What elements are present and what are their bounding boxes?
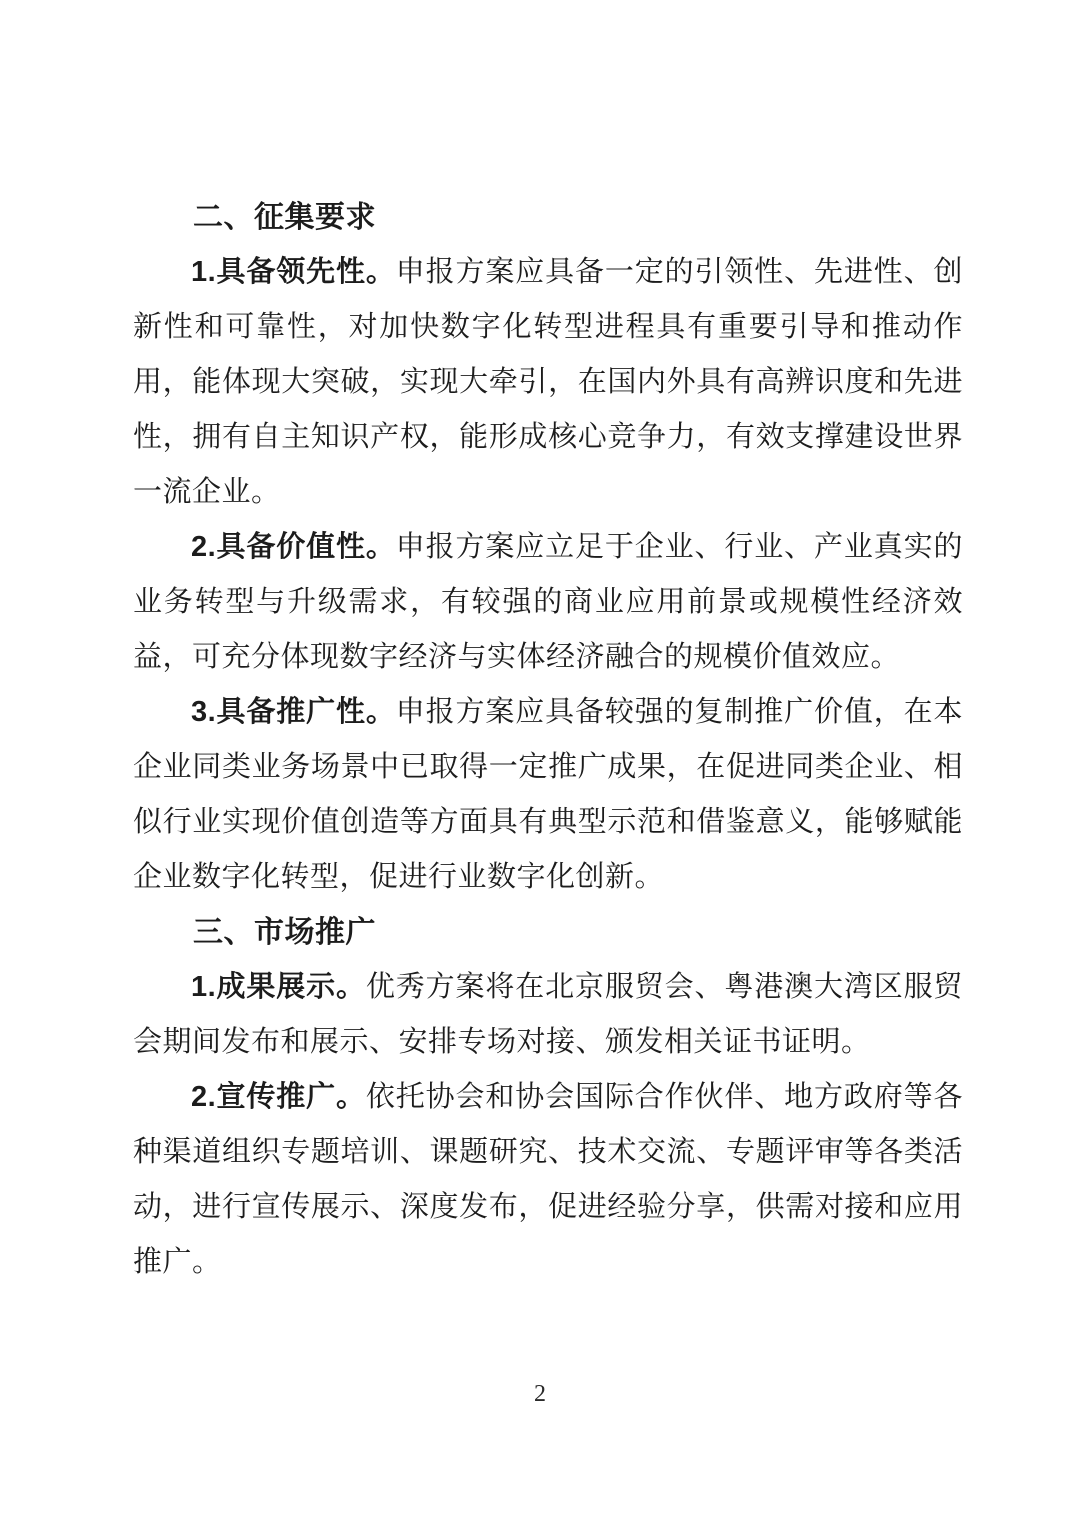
paragraph-lead: 2.具备价值性。: [191, 531, 396, 563]
paragraph-results-display: [133, 960, 963, 1070]
paragraph-value-quality: [133, 520, 963, 685]
paragraph-text: 依托协会和协会国际合作伙伴、地方政府等各种渠道组织专题培训、课题研究、技术交流、专题评审等各类活动，进行宣传展示、深度发布，促进经验分享，供需对接和应用推广。: [133, 1081, 963, 1278]
paragraph-leading-quality: [133, 245, 963, 520]
document-body: [133, 190, 963, 1290]
paragraph-text: 申报方案应立足于企业、行业、产业真实的业务转型与升级需求，有较强的商业应用前景或规模性经济效益，可充分体现数字经济与实体经济融合的规模价值效应。: [133, 531, 963, 673]
paragraph-text: 申报方案应具备一定的引领性、先进性、创新性和可靠性，对加快数字化转型进程具有重要引导和推动作用，能体现大突破，实现大牵引，在国内外具有高辨识度和先进性，拥有自主知识产权，能形成核心竞争力，有效支撑建设世界一流企业。: [133, 256, 963, 508]
paragraph-lead: 1.成果展示。: [191, 971, 366, 1003]
page-number: 2: [534, 1381, 546, 1407]
section-heading-collection-requirements: 二、征集要求: [193, 201, 376, 234]
paragraph-promotion-quality: [133, 685, 963, 905]
paragraph-text: 优秀方案将在北京服贸会、粤港澳大湾区服贸会期间发布和展示、安排专场对接、颁发相关证书证明。: [133, 971, 963, 1058]
paragraph-text: 申报方案应具备较强的复制推广价值，在本企业同类业务场景中已取得一定推广成果，在促进同类企业、相似行业实现价值创造等方面具有典型示范和借鉴意义，能够赋能企业数字化转型，促进行业数字化创新。: [133, 696, 963, 893]
paragraph-publicity-promotion: [133, 1070, 963, 1290]
section-heading-market-promotion: 三、市场推广: [193, 916, 376, 949]
paragraph-lead: 2.宣传推广。: [191, 1081, 366, 1113]
paragraph-lead: 3.具备推广性。: [191, 696, 396, 728]
paragraph-lead: 1.具备领先性。: [191, 256, 396, 288]
